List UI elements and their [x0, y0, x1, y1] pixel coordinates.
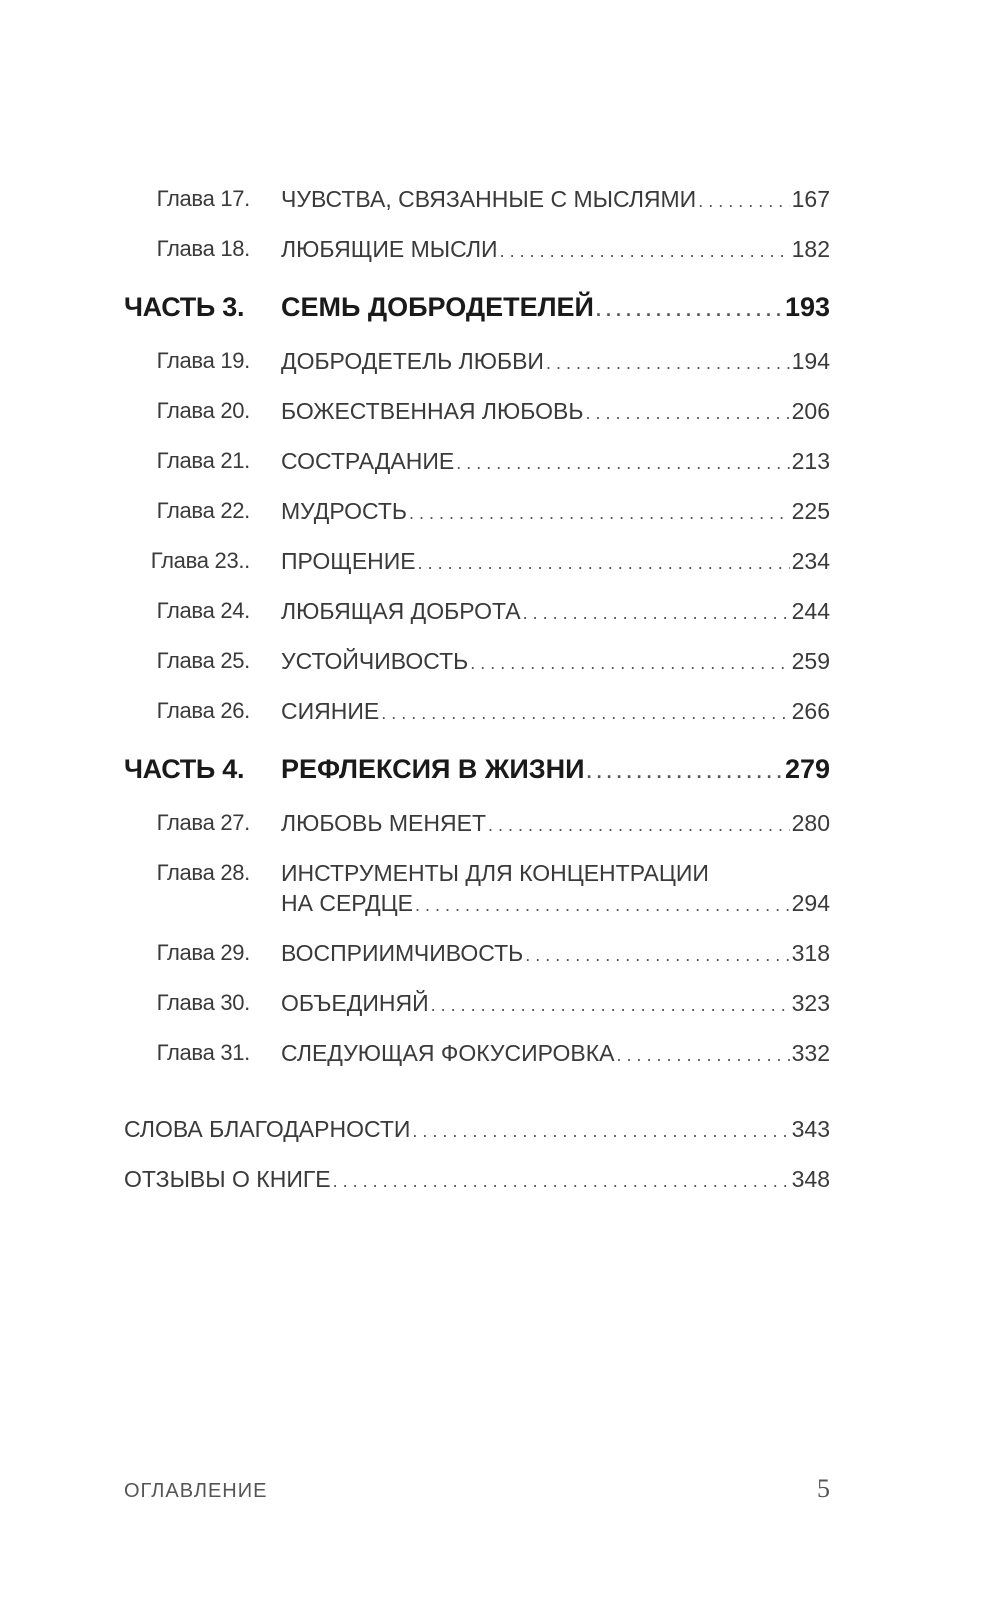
- dot-leader: [409, 503, 790, 524]
- page-number: 234: [791, 548, 830, 574]
- dot-leader: [585, 403, 789, 424]
- page-number: 323: [791, 990, 830, 1016]
- page-number: 348: [791, 1166, 830, 1192]
- page-number: 213: [791, 448, 830, 474]
- page-number: 266: [791, 698, 830, 724]
- folio-page-number: 5: [817, 1474, 830, 1503]
- chapter-title: ВОСПРИИМЧИВОСТЬ: [281, 940, 524, 966]
- page-number: 194: [791, 348, 830, 374]
- chapter-label: Глава 23..: [150, 548, 250, 573]
- section-title: ОТЗЫВЫ О КНИГЕ: [124, 1166, 331, 1192]
- page-number: 343: [791, 1116, 830, 1142]
- page-number: 279: [784, 754, 830, 784]
- chapter-label: Глава 30.: [156, 990, 250, 1015]
- page-number: 294: [791, 890, 830, 916]
- dot-leader: [500, 241, 790, 262]
- part-label: ЧАСТЬ 4.: [124, 754, 245, 784]
- page-number: 280: [791, 810, 830, 836]
- dot-leader: [525, 945, 789, 966]
- chapter-label: Глава 18.: [156, 236, 250, 261]
- section-title: СЛОВА БЛАГОДАРНОСТИ: [124, 1116, 411, 1142]
- chapter-title: ДОБРОДЕТЕЛЬ ЛЮБВИ: [281, 348, 544, 374]
- page-number: 206: [791, 398, 830, 424]
- chapter-label: Глава 19.: [156, 348, 250, 373]
- dot-leader: [698, 191, 789, 212]
- chapter-title-line-1: ИНСТРУМЕНТЫ ДЛЯ КОНЦЕНТРАЦИИ: [281, 860, 709, 886]
- dot-leader: [381, 703, 789, 724]
- dot-leader: [587, 762, 783, 783]
- chapter-title: ОБЪЕДИНЯЙ: [281, 990, 429, 1016]
- page-number: 332: [791, 1040, 830, 1066]
- chapter-label: Глава 22.: [156, 498, 250, 523]
- dot-leader: [616, 1045, 789, 1066]
- dot-leader: [415, 895, 790, 916]
- chapter-title: СОСТРАДАНИЕ: [281, 448, 455, 474]
- page-number: 244: [791, 598, 830, 624]
- chapter-title: ЛЮБЯЩАЯ ДОБРОТА: [281, 598, 521, 624]
- chapter-title: СЛЕДУЮЩАЯ ФОКУСИРОВКА: [281, 1040, 615, 1066]
- chapter-label: Глава 27.: [156, 810, 250, 835]
- running-footer-section: ОГЛАВЛЕНИЕ: [124, 1480, 268, 1502]
- page-number: 225: [791, 498, 830, 524]
- page-number: 193: [784, 292, 830, 322]
- chapter-label: Глава 17.: [156, 186, 250, 211]
- chapter-title: ЛЮБЯЩИЕ МЫСЛИ: [281, 236, 498, 262]
- chapter-label: Глава 25.: [156, 648, 250, 673]
- dot-leader: [456, 453, 789, 474]
- part-title: РЕФЛЕКСИЯ В ЖИЗНИ: [281, 754, 585, 784]
- page-number: 259: [791, 648, 830, 674]
- chapter-label: Глава 26.: [156, 698, 250, 723]
- chapter-label: Глава 31.: [156, 1040, 250, 1065]
- dot-leader: [546, 353, 790, 374]
- chapter-label: Глава 28.: [156, 860, 250, 885]
- dot-leader: [333, 1171, 790, 1192]
- page-number: 167: [791, 186, 830, 212]
- chapter-label: Глава 20.: [156, 398, 250, 423]
- chapter-title: МУДРОСТЬ: [281, 498, 408, 524]
- part-label: ЧАСТЬ 3.: [124, 292, 245, 322]
- dot-leader: [412, 1121, 789, 1142]
- part-title: СЕМЬ ДОБРОДЕТЕЛЕЙ: [281, 292, 594, 322]
- chapter-label: Глава 21.: [156, 448, 250, 473]
- dot-leader: [431, 995, 790, 1016]
- page-number: 318: [791, 940, 830, 966]
- chapter-title: СИЯНИЕ: [281, 698, 380, 724]
- page-number: 182: [791, 236, 830, 262]
- dot-leader: [523, 603, 790, 624]
- chapter-label: Глава 29.: [156, 940, 250, 965]
- chapter-title: БОЖЕСТВЕННАЯ ЛЮБОВЬ: [281, 398, 584, 424]
- chapter-title-line-2: НА СЕРДЦЕ: [281, 890, 414, 916]
- chapter-title: ПРОЩЕНИЕ: [281, 548, 416, 574]
- dot-leader: [418, 553, 790, 574]
- chapter-title: УСТОЙЧИВОСТЬ: [281, 648, 469, 674]
- chapter-title: ЧУВСТВА, СВЯЗАННЫЕ С МЫСЛЯМИ: [281, 186, 697, 212]
- dot-leader: [596, 300, 783, 321]
- chapter-title: ЛЮБОВЬ МЕНЯЕТ: [281, 810, 486, 836]
- dot-leader: [488, 815, 790, 836]
- chapter-label: Глава 24.: [156, 598, 250, 623]
- dot-leader: [470, 653, 789, 674]
